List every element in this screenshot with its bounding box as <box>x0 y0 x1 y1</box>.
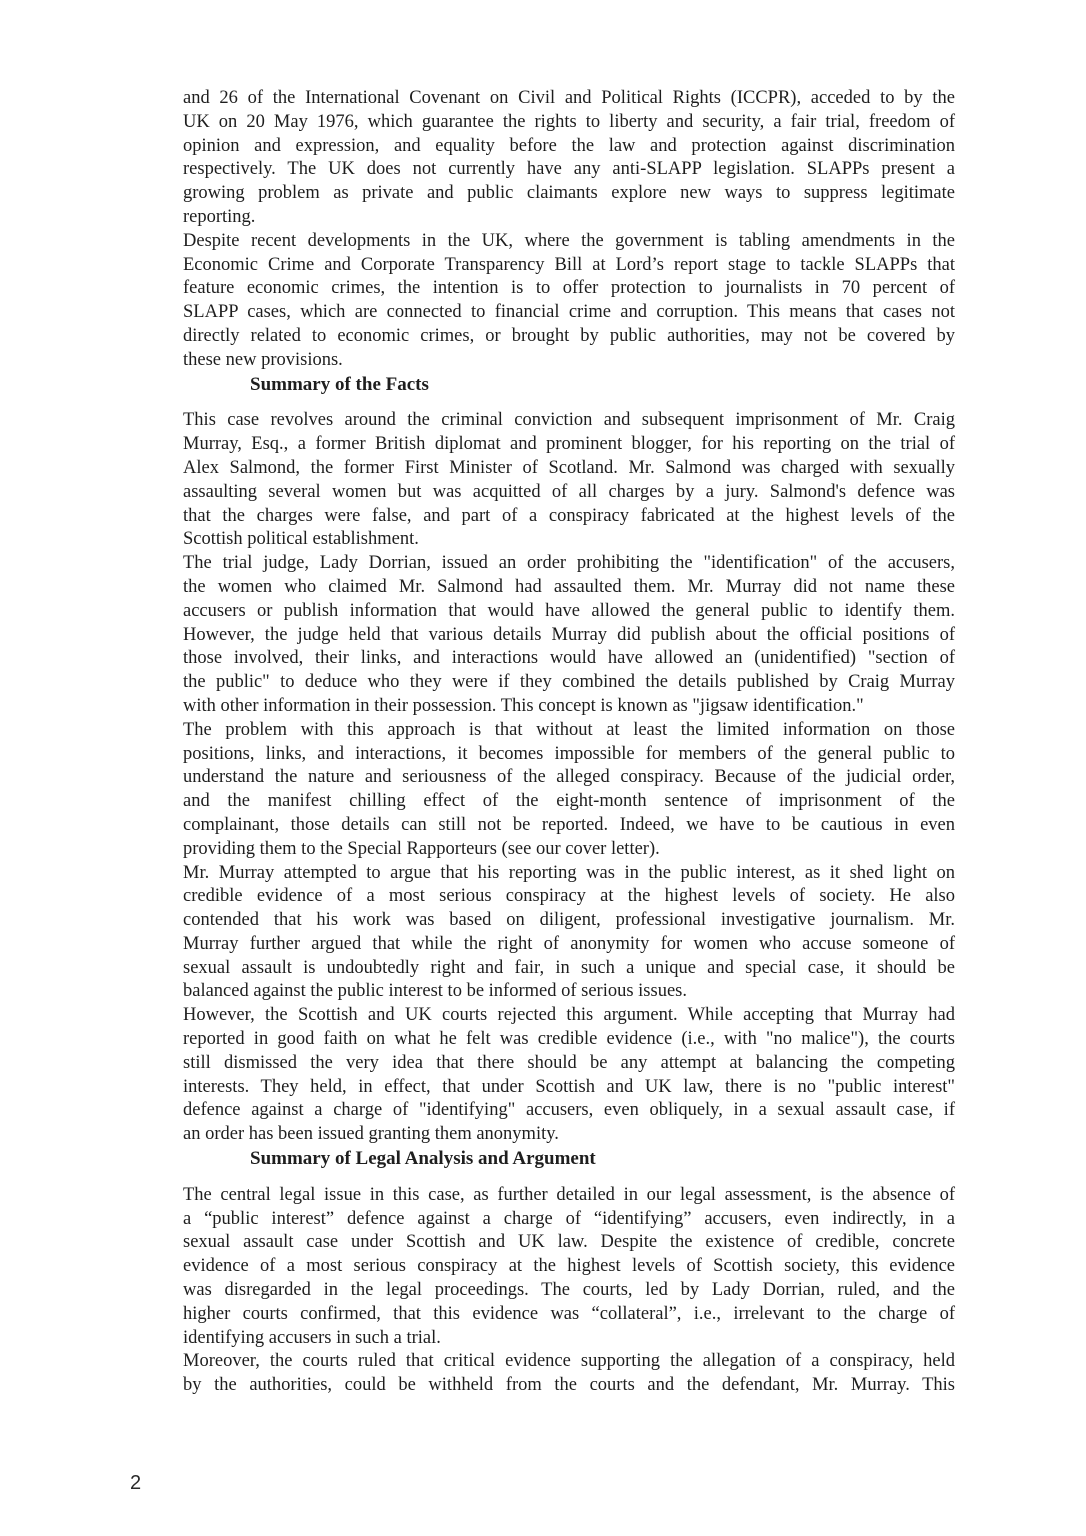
text-line: sexual assault is undoubtedly right and fair, in such a unique and special case, it should be <box>183 957 955 978</box>
text-line: The trial judge, Lady Dorrian, issued an order prohibiting the "identification" of the accusers, <box>183 553 955 574</box>
text-line: by the authorities, could be withheld from the courts and the defendant, Mr. Murray. This <box>183 1375 955 1396</box>
text-line: providing them to the Special Rapporteurs (see our cover letter). <box>183 838 660 859</box>
text-line: and 26 of the International Covenant on Civil and Political Rights (ICCPR), acceded to by the <box>183 88 955 108</box>
text-line: higher courts confirmed, that this evidence was “collateral”, i.e., irrelevant to the charge of <box>183 1303 955 1324</box>
text-line: accusers or publish information that would have allowed the general public to identify them. <box>183 600 955 621</box>
text-line: that the charges were false, and part of a conspiracy fabricated at the highest levels of the <box>183 505 955 526</box>
text-line: opinion and expression, and equality before the law and protection against discrimination <box>183 135 955 156</box>
text-line: those involved, their links, and interactions would have allowed an (unidentified) "section of <box>183 648 955 669</box>
text-line: reported in good faith on what he felt was credible evidence (i.e., with "no malice"), the courts <box>183 1029 955 1050</box>
text-line: and the manifest chilling effect of the eight-month sentence of imprisonment of the <box>183 791 955 812</box>
text-line: respectively. The UK does not currently have any anti-SLAPP legislation. SLAPPs present a <box>183 159 955 180</box>
paragraph <box>183 1350 955 1398</box>
text-line: reporting. <box>183 206 256 227</box>
text-line: with other information in their possession. This concept is known as "jigsaw identification." <box>183 695 864 716</box>
text-line: Alex Salmond, the former First Minister of Scotland. Mr. Salmond was charged with sexually <box>183 457 955 478</box>
text-line: Murray further argued that while the right of anonymity for women who accuse someone of <box>183 933 955 954</box>
text-line: understand the nature and seriousness of the alleged conspiracy. Because of the judicial order, <box>183 767 955 788</box>
text-line: UK on 20 May 1976, which guarantee the rights to liberty and security, a fair trial, freedom of <box>183 111 955 132</box>
paragraph <box>183 1004 955 1147</box>
text-line: sexual assault case under Scottish and UK law. Despite the existence of credible, concrete <box>183 1232 955 1253</box>
text-line: However, the Scottish and UK courts rejected this argument. While accepting that Murray had <box>183 1005 955 1026</box>
text-line: The problem with this approach is that without at least the limited information on those <box>183 719 955 740</box>
text-line: The central legal issue in this case, as further detailed in our legal assessment, is the absence of <box>183 1184 955 1205</box>
text-block <box>183 87 955 1398</box>
text-line: balanced against the public interest to be informed of serious issues. <box>183 981 687 1002</box>
text-line: Economic Crime and Corporate Transparency Bill at Lord’s report stage to tackle SLAPPs that <box>183 254 955 275</box>
text-line: a “public interest” defence against a charge of “identifying” accusers, even indirectly, in a <box>183 1208 955 1229</box>
paragraph <box>183 862 955 1005</box>
text-line: Despite recent developments in the UK, where the government is tabling amendments in the <box>183 230 955 251</box>
page-number: 2 <box>130 1472 142 1494</box>
text-line: feature economic crimes, the intention is to offer protection to journalists in 70 percent of <box>183 278 955 299</box>
section-heading: Summary of Legal Analysis and Argument <box>250 1148 596 1170</box>
text-line: defence against a charge of "identifying" accusers, even obliquely, in a sexual assault case, if <box>183 1100 955 1121</box>
text-line: the women who claimed Mr. Salmond had assaulted them. Mr. Murray did not name these <box>183 576 955 597</box>
paragraph <box>183 230 955 373</box>
text-line: However, the judge held that various details Murray did publish about the official positions of <box>183 624 955 645</box>
text-line: assaulting several women but was acquitted of all charges by a jury. Salmond's defence was <box>183 481 955 502</box>
text-line: evidence of a most serious conspiracy at the highest levels of Scottish society, this evidence <box>183 1256 955 1277</box>
paragraph <box>183 409 955 552</box>
text-line: Scottish political establishment. <box>183 529 419 550</box>
text-line: credible evidence of a most serious conspiracy at the highest levels of society. He also <box>183 886 955 907</box>
text-line: an order has been issued granting them anonymity. <box>183 1124 559 1145</box>
text-line: Murray, Esq., a former British diplomat and prominent blogger, for his reporting on the trial of <box>183 434 955 455</box>
text-line: growing problem as private and public claimants explore new ways to suppress legitimate <box>183 183 955 204</box>
text-line: these new provisions. <box>183 349 343 370</box>
text-line: positions, links, and interactions, it becomes impossible for members of the general public to <box>183 743 955 764</box>
text-line: interests. They held, in effect, that under Scottish and UK law, there is no "public interest" <box>183 1076 955 1097</box>
text-line: This case revolves around the criminal conviction and subsequent imprisonment of Mr. Craig <box>183 410 955 431</box>
text-line: Mr. Murray attempted to argue that his reporting was in the public interest, as it shed light on <box>183 862 955 883</box>
paragraph <box>183 719 955 862</box>
paragraph <box>183 552 955 719</box>
paragraph <box>183 1184 955 1351</box>
text-line: the public" to deduce who they were if they combined the details published by Craig Murray <box>183 672 955 693</box>
text-line: directly related to economic crimes, or brought by public authorities, may not be covered by <box>183 325 955 346</box>
text-line: still dismissed the very idea that there should be any attempt at balancing the competing <box>183 1052 955 1073</box>
text-line: was disregarded in the legal proceedings. The courts, led by Lady Dorrian, ruled, and the <box>183 1280 955 1301</box>
text-line: identifying accusers in such a trial. <box>183 1327 441 1348</box>
text-line: SLAPP cases, which are connected to financial crime and corruption. This means that cases not <box>183 302 955 323</box>
text-line: complainant, those details can still not be reported. Indeed, we have to be cautious in even <box>183 814 955 835</box>
text-line: contended that his work was based on diligent, professional investigative journalism. Mr. <box>183 910 955 931</box>
section-heading: Summary of the Facts <box>250 373 429 395</box>
text-line: Moreover, the courts ruled that critical evidence supporting the allegation of a conspiracy, held <box>183 1351 955 1372</box>
paragraph <box>183 87 955 230</box>
